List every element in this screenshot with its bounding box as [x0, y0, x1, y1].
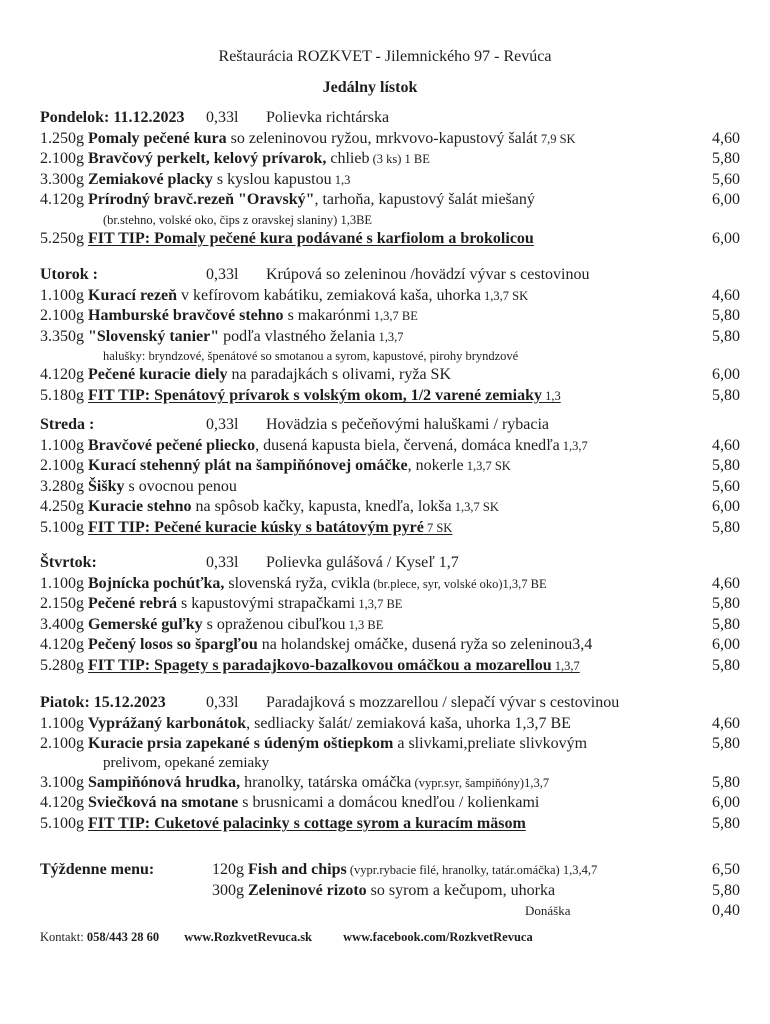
weekly-allergens: (vypr.rybacie filé, hranolky, tatár.omáčka) 1,3,4,7 [346, 863, 598, 877]
item-number: 3. [40, 327, 52, 345]
item-number: 5. [40, 387, 52, 404]
dish-description: s kyslou kapustou [212, 170, 332, 188]
item-price: 5,80 [712, 327, 740, 345]
item-number: 2. [40, 150, 52, 168]
item-note: prelivom, opekané zemiaky [103, 754, 270, 771]
item-number: 3. [40, 477, 52, 495]
item-price: 6,00 [712, 794, 740, 812]
menu-item [40, 129, 740, 149]
dish-name: Prírodný bravč.rezeň "Oravský" [88, 191, 315, 209]
day-header [40, 693, 740, 713]
dish-name: Vyprážaný karbonátok [88, 714, 247, 732]
menu-item [40, 456, 740, 476]
item-number: 1. [40, 129, 52, 147]
dish-description: , tarhoňa, kapustový šalát miešaný [314, 191, 535, 209]
soup-quantity: 0,33l [206, 416, 239, 433]
menu-item [40, 734, 740, 754]
dish-name: Pomaly pečené kura [88, 129, 227, 147]
item-weight: 100g [52, 436, 84, 454]
dish-name: Hamburské bravčové stehno [88, 307, 284, 325]
delivery-price: 0,40 [712, 902, 740, 919]
allergens: 1,3 BE [345, 617, 384, 632]
dish-name: Pečený losos so špargľou [88, 636, 258, 654]
fit-tip-item [40, 229, 740, 249]
day-header [40, 265, 740, 285]
soup-name: Krúpová so zeleninou /hovädzí vývar s cestovinou [266, 266, 590, 283]
soup-name: Polievka gulášová / Kyseľ 1,7 [266, 554, 459, 571]
soup-name: Hovädzia s pečeňovými haluškami / rybacia [266, 416, 550, 433]
dish-name: FIT TIP: Cuketové palacinky s cottage syrom a kuracím mäsom [88, 815, 526, 832]
dish-name: Kuracie prsia zapekané s údeným oštiepkom [88, 735, 394, 753]
item-number: 4. [40, 794, 52, 812]
dish-name: FIT TIP: Pomaly pečené kura podávané s karfiolom a brokolicou [88, 230, 534, 247]
item-weight: 250g [52, 129, 84, 147]
item-number: 2. [40, 457, 52, 475]
item-weight: 280g [52, 657, 84, 674]
item-weight: 120g [52, 191, 84, 209]
menu-item [40, 327, 740, 347]
day-header [40, 553, 740, 573]
allergens: (br.plece, syr, volské oko)1,3,7 BE [370, 576, 547, 591]
dish-description: s ovocnou penou [124, 477, 237, 495]
item-price: 4,60 [712, 436, 740, 454]
item-number: 1. [40, 286, 52, 304]
item-weight: 180g [52, 387, 84, 404]
allergens: 1,3,7 [559, 438, 588, 453]
facebook-link[interactable]: www.facebook.com/RozkvetRevuca [343, 930, 533, 944]
weekly-desc: so syrom a kečupom, uhorka [366, 882, 556, 899]
item-number: 1. [40, 436, 52, 454]
dish-name: "Slovenský tanier" [88, 327, 220, 345]
allergens: 1,3 [331, 172, 351, 187]
day-name: Piatok: 15.12.2023 [40, 694, 166, 711]
dish-name: Bravčový perkelt, kelový prívarok, [88, 150, 327, 168]
item-price: 5,80 [712, 307, 740, 325]
dish-name: Kuracie stehno [88, 498, 192, 516]
item-weight: 120g [52, 794, 84, 812]
day-name: Streda : [40, 416, 95, 433]
dish-description: na holandskej omáčke, dusená ryža so zeleninou3,4 [257, 636, 593, 654]
allergens: 1,3,7 BE [370, 309, 418, 324]
weekly-item [40, 881, 740, 901]
menu-item [40, 286, 740, 306]
item-weight: 100g [52, 457, 84, 475]
item-weight: 120g [52, 366, 84, 384]
soup-quantity: 0,33l [206, 694, 239, 711]
item-price: 6,00 [712, 191, 740, 209]
dish-name: Bojnícka pochúťka, [88, 574, 225, 592]
dish-description: na spôsob kačky, kapusta, knedľa, lokša [191, 498, 452, 516]
allergens: 1,3,7 [375, 329, 404, 344]
item-price: 4,60 [712, 574, 740, 592]
item-note: (br.stehno, volské oko, čips z oravskej slaniny) 1,3BE [103, 213, 373, 227]
item-number: 1. [40, 574, 52, 592]
item-weight: 100g [52, 574, 84, 592]
soup-quantity: 0,33l [206, 266, 239, 283]
allergens: 1,3,7 SK [463, 459, 511, 474]
day-header [40, 108, 740, 128]
dish-description: , dusená kapusta biela, červená, domáca knedľa [255, 436, 560, 454]
item-number: 5. [40, 657, 52, 674]
item-number: 4. [40, 636, 52, 654]
item-weight: 100g [52, 735, 84, 753]
soup-name: Paradajková s mozzarellou / slepačí vývar s cestovinou [266, 694, 620, 711]
item-price: 4,60 [712, 129, 740, 147]
item-number: 1. [40, 714, 52, 732]
dish-description: na paradajkách s olivami, ryža SK [227, 366, 451, 384]
allergens: 1,3,7 [551, 659, 580, 673]
menu-item [40, 615, 740, 635]
item-weight: 100g [52, 307, 84, 325]
item-price: 6,00 [712, 636, 740, 654]
menu-item [40, 594, 740, 614]
menu-item [40, 714, 740, 734]
contact-label: Kontakt: [40, 930, 84, 944]
footer [40, 930, 533, 945]
dish-description: s kapustovými strapačkami [177, 595, 356, 613]
item-weight: 100g [52, 150, 84, 168]
dish-description: podľa vlastného želania [219, 327, 376, 345]
item-price: 4,60 [712, 286, 740, 304]
menu-item [40, 635, 740, 655]
item-number: 5. [40, 815, 52, 832]
dish-name: Zemiakové placky [88, 170, 213, 188]
allergens: (3 ks) 1 BE [369, 152, 430, 167]
weekly-price: 6,50 [712, 861, 740, 878]
website-link[interactable]: www.RozkvetRevuca.sk [184, 930, 313, 944]
item-weight: 350g [52, 327, 84, 345]
menu-item [40, 436, 740, 456]
item-weight: 120g [52, 636, 84, 654]
item-weight: 100g [52, 286, 84, 304]
dish-name: Bravčové pečené pliecko [88, 436, 256, 454]
soup-quantity: 0,33l [206, 554, 239, 571]
menu-item [40, 497, 740, 517]
dish-name: Kurací rezeň [88, 286, 178, 304]
menu-item [40, 477, 740, 497]
soup-name: Polievka richtárska [266, 109, 390, 126]
day-name: Štvrtok: [40, 554, 97, 571]
weekly-item [40, 860, 740, 880]
item-price: 5,60 [712, 170, 740, 188]
menu-item [40, 170, 740, 190]
dish-name: FIT TIP: Spagety s paradajkovo-bazalkovou omáčkou a mozarellou [88, 657, 552, 674]
allergens: 1,3,7 SK [451, 500, 499, 515]
weekly-price: 5,80 [712, 882, 740, 899]
dish-description: v kefírovom kabátiku, zemiaková kaša, uhorka [177, 286, 481, 304]
item-number: 4. [40, 366, 52, 384]
item-weight: 280g [52, 477, 84, 495]
item-price: 6,00 [712, 366, 740, 384]
item-weight: 300g [52, 170, 84, 188]
weekly-dish-name: Zeleninové rizoto [248, 882, 367, 899]
item-weight: 400g [52, 615, 84, 633]
fit-tip-item [40, 814, 740, 834]
allergens: (vypr.syr, šampiňóny)1,3,7 [411, 775, 550, 790]
item-weight: 100g [52, 773, 84, 791]
allergens: 1,3 [541, 389, 561, 403]
delivery-label: Donáška [525, 903, 571, 918]
item-price: 6,00 [712, 498, 740, 516]
dish-description: slovenská ryža, cvikla [224, 574, 371, 592]
allergens: 7,9 SK [537, 131, 576, 146]
item-weight: 100g [52, 815, 84, 832]
dish-name: Šišky [88, 477, 125, 495]
menu-subtitle: Jedálny lístok [322, 79, 418, 96]
item-price: 5,80 [712, 150, 740, 168]
item-price: 5,80 [712, 387, 740, 404]
item-price: 5,80 [712, 773, 740, 791]
allergens: 1,3,7 SK [480, 288, 529, 303]
item-number: 3. [40, 170, 52, 188]
item-number: 2. [40, 307, 52, 325]
dish-description: hranolky, tatárska omáčka [240, 773, 412, 791]
item-price: 5,80 [712, 519, 740, 536]
weekly-weight: 300g [212, 882, 244, 899]
restaurant-title: Reštaurácia ROZKVET - Jilemnického 97 - Revúca [218, 48, 552, 65]
dish-description: s brusnicami a domácou knedľou / kolienkami [238, 794, 540, 812]
item-number: 4. [40, 191, 52, 209]
dish-description: s makarónmi [283, 307, 371, 325]
item-price: 5,80 [712, 457, 740, 475]
day-name: Utorok : [40, 266, 98, 283]
weekly-weight: 120g [212, 861, 244, 878]
item-number: 5. [40, 230, 52, 247]
menu-item [40, 574, 740, 594]
weekly-dish-name: Fish and chips [248, 861, 347, 878]
fit-tip-item [40, 656, 740, 676]
allergens: 1,3,7 BE [355, 597, 403, 612]
item-number: 4. [40, 498, 52, 516]
phone-number[interactable]: 058/443 28 60 [86, 930, 160, 944]
dish-name: Kurací stehenný plát na šampiňónovej omáčke [88, 457, 408, 475]
dish-description: so zeleninovou ryžou, mrkvovo-kapustový šalát [226, 129, 538, 147]
item-weight: 250g [52, 498, 84, 516]
item-number: 3. [40, 773, 52, 791]
weekly-label: Týždenne menu: [40, 861, 155, 878]
item-price: 5,80 [712, 657, 740, 674]
item-weight: 150g [52, 595, 84, 613]
menu-item [40, 773, 740, 793]
item-price: 5,80 [712, 815, 740, 832]
dish-name: FIT TIP: Spenátový prívarok s volským okom, 1/2 varené zemiaky [88, 387, 542, 404]
item-price: 6,00 [712, 230, 740, 247]
dish-name: Pečené kuracie diely [88, 366, 228, 384]
dish-description: s opraženou cibuľkou [202, 615, 346, 633]
dish-description: , nokerle [407, 457, 464, 475]
fit-tip-item [40, 386, 740, 406]
fit-tip-item [40, 518, 740, 538]
item-price: 5,60 [712, 477, 740, 495]
soup-quantity: 0,33l [206, 109, 239, 126]
menu-item [40, 306, 740, 326]
item-price: 4,60 [712, 714, 740, 732]
item-price: 5,80 [712, 615, 740, 633]
item-price: 5,80 [712, 735, 740, 753]
item-weight: 100g [52, 519, 84, 536]
item-number: 3. [40, 615, 52, 633]
dish-description: a slivkami,preliate slivkovým [393, 735, 588, 753]
day-name: Pondelok: 11.12.2023 [40, 109, 185, 126]
dish-name: Gemerské guľky [88, 615, 203, 633]
item-number: 2. [40, 595, 52, 613]
dish-name: Sampiňónová hrudka, [88, 773, 241, 791]
item-weight: 250g [52, 230, 84, 247]
allergens: 7 SK [423, 521, 453, 535]
item-price: 5,80 [712, 595, 740, 613]
dish-description: chlieb [326, 150, 370, 168]
menu-item [40, 365, 740, 385]
dish-description: , sedliacky šalát/ zemiaková kaša, uhorka 1,3,7 BE [246, 714, 571, 732]
dish-name: FIT TIP: Pečené kuracie kúsky s batátovým pyré [88, 519, 424, 536]
delivery-row [40, 901, 740, 921]
day-header [40, 415, 740, 435]
item-number: 5. [40, 519, 52, 536]
item-number: 2. [40, 735, 52, 753]
menu-item [40, 190, 740, 210]
dish-name: Pečené rebrá [88, 595, 177, 613]
item-weight: 100g [52, 714, 84, 732]
item-note: halušky: bryndzové, špenátové so smotanou a syrom, kapustové, pirohy bryndzové [103, 349, 519, 364]
menu-item [40, 149, 740, 169]
menu-item [40, 793, 740, 813]
dish-name: Sviečková na smotane [88, 794, 239, 812]
